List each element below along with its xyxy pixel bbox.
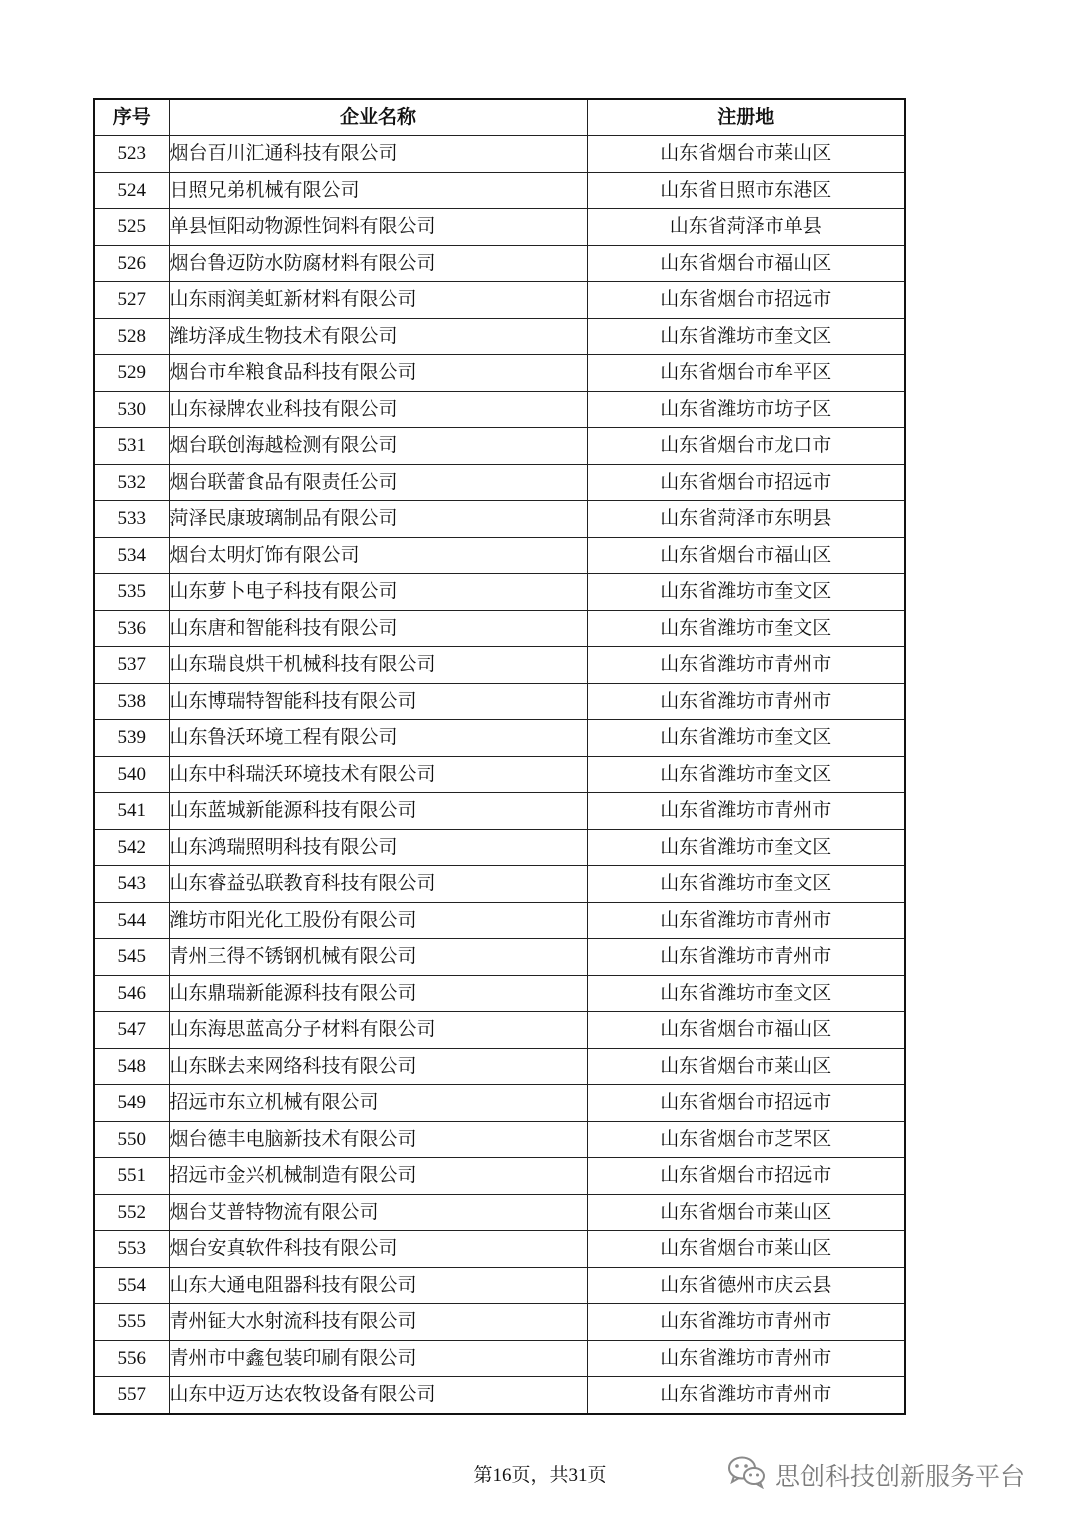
enterprise-table [93, 98, 906, 1415]
cell-no: 551 [94, 1158, 169, 1195]
cell-location: 山东省潍坊市奎文区 [587, 975, 905, 1012]
cell-no: 535 [94, 574, 169, 611]
cell-name: 山东雨润美虹新材料有限公司 [169, 282, 587, 319]
cell-location: 山东省烟台市招远市 [587, 282, 905, 319]
cell-name: 招远市东立机械有限公司 [169, 1085, 587, 1122]
table-row [94, 1085, 905, 1122]
table-row [94, 829, 905, 866]
table-row [94, 209, 905, 246]
cell-location: 山东省烟台市福山区 [587, 1012, 905, 1049]
cell-name: 日照兄弟机械有限公司 [169, 172, 587, 209]
cell-location: 山东省菏泽市东明县 [587, 501, 905, 538]
cell-no: 540 [94, 756, 169, 793]
table-row [94, 1304, 905, 1341]
cell-no: 556 [94, 1340, 169, 1377]
cell-location: 山东省烟台市莱山区 [587, 1048, 905, 1085]
cell-location: 山东省日照市东港区 [587, 172, 905, 209]
table-row [94, 793, 905, 830]
cell-no: 549 [94, 1085, 169, 1122]
table-body [94, 136, 905, 1414]
table-row [94, 136, 905, 173]
cell-no: 533 [94, 501, 169, 538]
cell-name: 招远市金兴机械制造有限公司 [169, 1158, 587, 1195]
cell-no: 536 [94, 610, 169, 647]
cell-name: 山东眯去来网络科技有限公司 [169, 1048, 587, 1085]
cell-no: 543 [94, 866, 169, 903]
table-header-row [94, 99, 905, 136]
cell-name: 山东大通电阻器科技有限公司 [169, 1267, 587, 1304]
cell-no: 532 [94, 464, 169, 501]
table-row [94, 318, 905, 355]
cell-no: 542 [94, 829, 169, 866]
cell-no: 555 [94, 1304, 169, 1341]
table-row [94, 610, 905, 647]
table-row [94, 1377, 905, 1414]
table-row [94, 756, 905, 793]
cell-no: 553 [94, 1231, 169, 1268]
cell-name: 山东睿益弘联教育科技有限公司 [169, 866, 587, 903]
cell-no: 534 [94, 537, 169, 574]
cell-location: 山东省潍坊市奎文区 [587, 720, 905, 757]
cell-name: 烟台艾普特物流有限公司 [169, 1194, 587, 1231]
cell-location: 山东省潍坊市奎文区 [587, 866, 905, 903]
cell-name: 山东鼎瑞新能源科技有限公司 [169, 975, 587, 1012]
cell-no: 539 [94, 720, 169, 757]
cell-name: 青州钲大水射流科技有限公司 [169, 1304, 587, 1341]
wechat-icon [727, 1455, 767, 1495]
cell-name: 烟台太明灯饰有限公司 [169, 537, 587, 574]
cell-name: 山东鲁沃环境工程有限公司 [169, 720, 587, 757]
page-number: 第16页，共31页 [473, 1465, 607, 1486]
cell-name: 山东中迈万达农牧设备有限公司 [169, 1377, 587, 1414]
cell-name: 山东瑞良烘干机械科技有限公司 [169, 647, 587, 684]
cell-location: 山东省潍坊市奎文区 [587, 610, 905, 647]
cell-name: 烟台百川汇通科技有限公司 [169, 136, 587, 173]
cell-location: 山东省菏泽市单县 [587, 209, 905, 246]
cell-name: 山东海思蓝高分子材料有限公司 [169, 1012, 587, 1049]
table-row [94, 245, 905, 282]
cell-no: 530 [94, 391, 169, 428]
cell-name: 山东萝卜电子科技有限公司 [169, 574, 587, 611]
cell-location: 山东省烟台市芝罘区 [587, 1121, 905, 1158]
cell-no: 537 [94, 647, 169, 684]
cell-location: 山东省潍坊市奎文区 [587, 318, 905, 355]
cell-no: 538 [94, 683, 169, 720]
cell-no: 546 [94, 975, 169, 1012]
cell-name: 单县恒阳动物源性饲料有限公司 [169, 209, 587, 246]
cell-no: 547 [94, 1012, 169, 1049]
table-row [94, 501, 905, 538]
watermark-text: 思创科技创新服务平台 [775, 1462, 1026, 1491]
cell-location: 山东省潍坊市青州市 [587, 1304, 905, 1341]
cell-location: 山东省潍坊市青州市 [587, 1377, 905, 1414]
table-row [94, 172, 905, 209]
cell-location: 山东省潍坊市坊子区 [587, 391, 905, 428]
cell-location: 山东省烟台市招远市 [587, 1085, 905, 1122]
cell-name: 烟台联创海越检测有限公司 [169, 428, 587, 465]
table-row [94, 1267, 905, 1304]
table-row [94, 1121, 905, 1158]
cell-no: 545 [94, 939, 169, 976]
table-row [94, 282, 905, 319]
cell-location: 山东省烟台市福山区 [587, 245, 905, 282]
table-row [94, 1158, 905, 1195]
cell-location: 山东省潍坊市青州市 [587, 683, 905, 720]
cell-name: 烟台鲁迈防水防腐材料有限公司 [169, 245, 587, 282]
cell-no: 554 [94, 1267, 169, 1304]
cell-no: 529 [94, 355, 169, 392]
table-row [94, 683, 905, 720]
cell-location: 山东省烟台市莱山区 [587, 1231, 905, 1268]
cell-location: 山东省潍坊市奎文区 [587, 829, 905, 866]
cell-location: 山东省烟台市龙口市 [587, 428, 905, 465]
cell-name: 山东禄牌农业科技有限公司 [169, 391, 587, 428]
cell-name: 烟台联蕾食品有限责任公司 [169, 464, 587, 501]
table-row [94, 1012, 905, 1049]
table-row [94, 975, 905, 1012]
table-row [94, 355, 905, 392]
cell-location: 山东省烟台市莱山区 [587, 1194, 905, 1231]
watermark [727, 1455, 1025, 1495]
cell-location: 山东省潍坊市青州市 [587, 793, 905, 830]
table-row [94, 902, 905, 939]
cell-location: 山东省潍坊市青州市 [587, 1340, 905, 1377]
cell-name: 山东中科瑞沃环境技术有限公司 [169, 756, 587, 793]
cell-no: 548 [94, 1048, 169, 1085]
cell-name: 烟台市牟粮食品科技有限公司 [169, 355, 587, 392]
cell-location: 山东省烟台市招远市 [587, 1158, 905, 1195]
cell-no: 550 [94, 1121, 169, 1158]
table-row [94, 391, 905, 428]
cell-location: 山东省德州市庆云县 [587, 1267, 905, 1304]
cell-name: 山东蓝城新能源科技有限公司 [169, 793, 587, 830]
cell-location: 山东省烟台市莱山区 [587, 136, 905, 173]
cell-location: 山东省烟台市招远市 [587, 464, 905, 501]
cell-name: 烟台安真软件科技有限公司 [169, 1231, 587, 1268]
table-row [94, 647, 905, 684]
cell-location: 山东省烟台市牟平区 [587, 355, 905, 392]
cell-no: 541 [94, 793, 169, 830]
cell-name: 青州市中鑫包装印刷有限公司 [169, 1340, 587, 1377]
cell-no: 525 [94, 209, 169, 246]
cell-location: 山东省潍坊市奎文区 [587, 756, 905, 793]
cell-name: 青州三得不锈钢机械有限公司 [169, 939, 587, 976]
table-row [94, 939, 905, 976]
cell-name: 菏泽民康玻璃制品有限公司 [169, 501, 587, 538]
header-name: 企业名称 [169, 99, 587, 136]
table-row [94, 1048, 905, 1085]
table-row [94, 537, 905, 574]
cell-name: 山东博瑞特智能科技有限公司 [169, 683, 587, 720]
table-row [94, 1194, 905, 1231]
table-row [94, 428, 905, 465]
cell-name: 烟台德丰电脑新技术有限公司 [169, 1121, 587, 1158]
cell-location: 山东省烟台市福山区 [587, 537, 905, 574]
cell-name: 山东鸿瑞照明科技有限公司 [169, 829, 587, 866]
table-row [94, 574, 905, 611]
cell-no: 557 [94, 1377, 169, 1414]
table-row [94, 464, 905, 501]
table-row [94, 1231, 905, 1268]
cell-no: 552 [94, 1194, 169, 1231]
cell-location: 山东省潍坊市青州市 [587, 902, 905, 939]
cell-no: 526 [94, 245, 169, 282]
header-location: 注册地 [587, 99, 905, 136]
cell-name: 潍坊泽成生物技术有限公司 [169, 318, 587, 355]
cell-no: 524 [94, 172, 169, 209]
cell-location: 山东省潍坊市青州市 [587, 939, 905, 976]
table-row [94, 720, 905, 757]
header-no: 序号 [94, 99, 169, 136]
table-row [94, 866, 905, 903]
cell-name: 山东唐和智能科技有限公司 [169, 610, 587, 647]
cell-no: 527 [94, 282, 169, 319]
cell-no: 544 [94, 902, 169, 939]
cell-no: 528 [94, 318, 169, 355]
cell-location: 山东省潍坊市奎文区 [587, 574, 905, 611]
cell-no: 523 [94, 136, 169, 173]
cell-no: 531 [94, 428, 169, 465]
table-row [94, 1340, 905, 1377]
cell-name: 潍坊市阳光化工股份有限公司 [169, 902, 587, 939]
cell-location: 山东省潍坊市青州市 [587, 647, 905, 684]
